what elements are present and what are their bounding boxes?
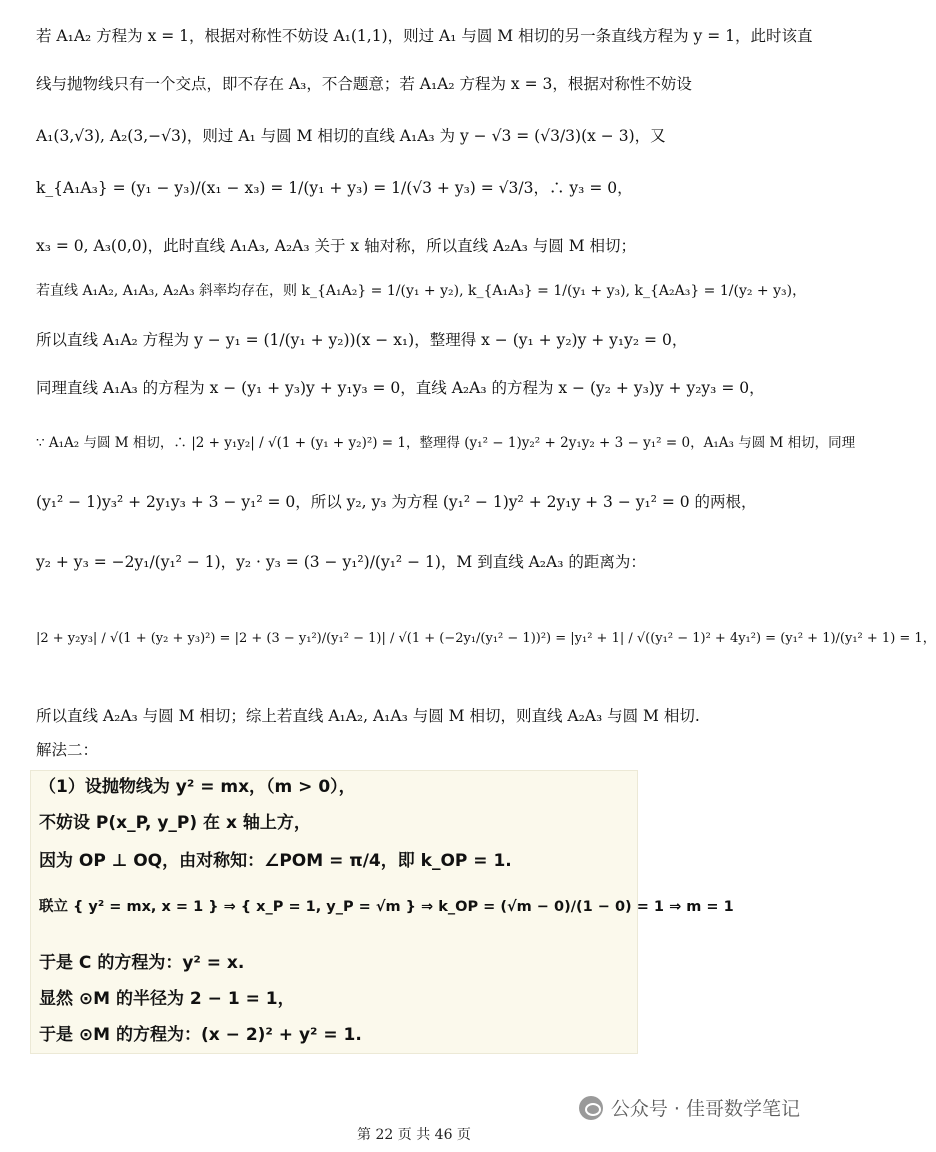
text-line-13: 所以直线 A₂A₃ 与圆 M 相切；综上若直线 A₁A₂, A₁A₃ 与圆 M 相切，则直线 A₂A₃ 与圆 M 相切.	[36, 707, 700, 725]
text-line-5: x₃ = 0, A₃(0,0)，此时直线 A₁A₃, A₂A₃ 关于 x 轴对称，所以直线 A₂A₃ 与圆 M 相切；	[36, 237, 636, 255]
page-number-footer: 第 22 页 共 46 页	[357, 1127, 471, 1143]
text-line-1: 若 A₁A₂ 方程为 x = 1，根据对称性不妨设 A₁(1,1)，则过 A₁ 与圆 M 相切的另一条直线方程为 y = 1，此时该直	[36, 27, 813, 45]
text-line-4: k_{A₁A₃} = (y₁ − y₃)/(x₁ − x₃) = 1/(y₁ + y₃) = 1/(√3 + y₃) = √3/3，∴ y₃ = 0，	[36, 179, 633, 197]
text-line-2: 线与抛物线只有一个交点，即不存在 A₃，不合题意；若 A₁A₂ 方程为 x = 3，根据对称性不妨设	[36, 75, 692, 93]
wechat-icon	[579, 1096, 603, 1120]
scan-line-2: 不妨设 P(x_P, y_P) 在 x 轴上方，	[39, 813, 311, 833]
solution-two-heading: 解法二：	[36, 741, 99, 759]
scan-line-5: 于是 C 的方程为：y² = x.	[39, 953, 245, 973]
text-line-6: 若直线 A₁A₂, A₁A₃, A₂A₃ 斜率均存在，则 k_{A₁A₂} = 1/(y₁ + y₂), k_{A₁A₃} = 1/(y₁ + y₃), k_{A₂A₃} = 1/(y₂ + y₃)，	[36, 283, 807, 299]
text-line-11: y₂ + y₃ = −2y₁/(y₁² − 1)，y₂ · y₃ = (3 − y₁²)/(y₁² − 1)，M 到直线 A₂A₃ 的距离为：	[36, 553, 646, 571]
scanned-solution-image	[30, 770, 734, 1054]
scan-line-3: 因为 OP ⊥ OQ，由对称知：∠POM = π/4，即 k_OP = 1.	[39, 851, 512, 871]
text-line-8: 同理直线 A₁A₃ 的方程为 x − (y₁ + y₃)y + y₁y₃ = 0，直线 A₂A₃ 的方程为 x − (y₂ + y₃)y + y₂y₃ = 0，	[36, 379, 765, 397]
scan-line-4: 联立 { y² = mx, x = 1 } ⇒ { x_P = 1, y_P = √m } ⇒ k_OP = (√m − 0)/(1 − 0) = 1 ⇒ m = 1	[39, 899, 734, 915]
watermark	[579, 1094, 800, 1121]
scan-line-6: 显然 ⊙M 的半径为 2 − 1 = 1，	[39, 989, 295, 1009]
text-line-3: A₁(3,√3), A₂(3,−√3)，则过 A₁ 与圆 M 相切的直线 A₁A₃ 为 y − √3 = (√3/3)(x − 3)，又	[36, 127, 666, 145]
text-line-12: |2 + y₂y₃| / √(1 + (y₂ + y₃)²) = |2 + (3 − y₁²)/(y₁² − 1)| / √(1 + (−2y₁/(y₁² − 1))²) = |y₁² + 1| / √((y₁² − 1)² + 4y₁²) = (y₁² + 1)/(y₁² + 1) = 1，	[36, 631, 936, 646]
text-line-10: (y₁² − 1)y₃² + 2y₁y₃ + 3 − y₁² = 0，所以 y₂, y₃ 为方程 (y₁² − 1)y² + 2y₁y + 3 − y₁² = 0 的两根，	[36, 493, 757, 511]
text-line-7: 所以直线 A₁A₂ 方程为 y − y₁ = (1/(y₁ + y₂))(x − x₁)，整理得 x − (y₁ + y₂)y + y₁y₂ = 0，	[36, 331, 688, 349]
scan-line-1: （1）设抛物线为 y² = mx，（m > 0），	[39, 777, 356, 797]
text-line-9: ∵ A₁A₂ 与圆 M 相切，∴ |2 + y₁y₂| / √(1 + (y₁ + y₂)²) = 1，整理得 (y₁² − 1)y₂² + 2y₁y₂ + 3 − y₁² = 0，A₁A₃ 与圆 M 相切，同理	[36, 435, 856, 451]
watermark-text: 公众号 · 佳哥数学笔记	[610, 1098, 800, 1120]
scan-line-7: 于是 ⊙M 的方程为：(x − 2)² + y² = 1.	[39, 1025, 362, 1045]
